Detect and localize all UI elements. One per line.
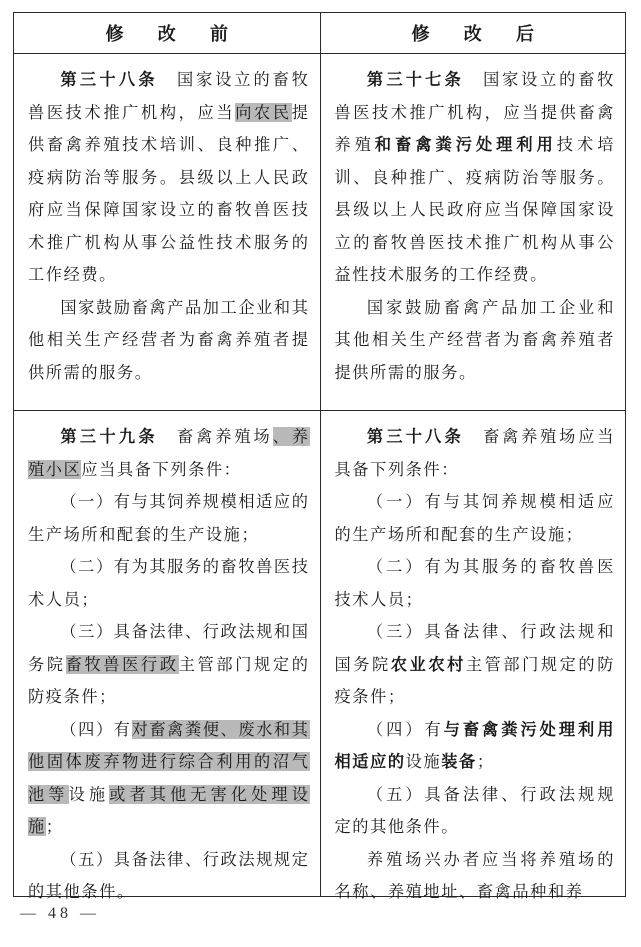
deleted-text-highlight: 、养殖小区 xyxy=(28,427,310,479)
after-item-5: （五）具备法律、行政法规规定的其他条件。 xyxy=(334,784,615,836)
added-text-bold: 农业农村 xyxy=(390,654,466,674)
article-number: 第三十九条 xyxy=(60,427,158,446)
after-art37-para2: 国家鼓励畜禽产品加工企业和其他相关生产经营者为畜禽养殖者提供所需的服务。 xyxy=(334,297,615,382)
comparison-table xyxy=(13,12,626,901)
article-number: 第三十八条 xyxy=(60,70,158,89)
table-header-row xyxy=(14,13,625,53)
article-number: 第三十七条 xyxy=(366,70,465,89)
before-item-3: （三）具备法律、行政法规和国务院畜牧兽医行政主管部门规定的防疫条件； xyxy=(28,622,310,706)
before-art38-para2: 国家鼓励畜禽产品加工企业和其他相关生产经营者为畜禽养殖者提供所需的服务。 xyxy=(28,297,310,382)
after-cell-2 xyxy=(320,411,626,901)
before-item-1: （一）有与其饲养规模相适应的生产场所和配套的生产设施； xyxy=(28,492,310,544)
before-item-4: （四）有对畜禽粪便、废水和其他固体废弃物进行综合利用的沼气池等设施或者其他无害化处理设施； xyxy=(28,719,310,836)
table-row-article-38 xyxy=(14,53,625,410)
after-item-1: （一）有与其饲养规模相适应的生产场所和配套的生产设施； xyxy=(334,492,615,544)
after-para-registration: 养殖场兴办者应当将养殖场的名称、养殖地址、畜禽品种和养 xyxy=(334,849,615,901)
after-item-2: （二）有为其服务的畜牧兽医技术人员； xyxy=(334,557,615,609)
after-cell-1 xyxy=(320,54,626,410)
deleted-text-highlight: 向农民 xyxy=(235,102,292,122)
before-item-5: （五）具备法律、行政法规规定的其他条件。 xyxy=(28,849,310,901)
before-cell-1 xyxy=(14,54,320,410)
article-number: 第三十八条 xyxy=(366,427,465,446)
page-number: — 48 — xyxy=(20,905,100,922)
before-cell-2 xyxy=(14,411,320,901)
deleted-text-highlight: 畜牧兽医行政 xyxy=(65,654,179,674)
header-after: 修 改 后 xyxy=(320,13,626,53)
after-art37-para1: 第三十七条 国家设立的畜牧兽医技术推广机构，应当提供畜禽养殖和畜禽粪污处理利用技术培训、良种推广、疫病防治等服务。县级以上人民政府应当保障国家设立的畜牧兽医技术推广机构从事公益性技术服务的工作经费。 xyxy=(334,70,616,284)
after-item-4: （四）有与畜禽粪污处理利用相适应的设施装备； xyxy=(334,719,615,771)
after-art38-para1: 第三十八条 畜禽养殖场应当具备下列条件： xyxy=(334,427,616,479)
after-item-3: （三）具备法律、行政法规和国务院农业农村主管部门规定的防疫条件； xyxy=(334,622,615,706)
added-text-bold: 装备 xyxy=(441,752,477,771)
added-text-bold: 和畜禽粪污处理利用 xyxy=(374,135,557,154)
added-text-bold: 与畜禽粪污处理利用相适应的 xyxy=(334,719,615,771)
before-art38-para1: 第三十八条 国家设立的畜牧兽医技术推广机构，应当向农民提供畜禽养殖技术培训、良种推广、疫病防治等服务。县级以上人民政府应当保障国家设立的畜牧兽医技术推广机构从事公益性技术服务的工作经费。 xyxy=(28,70,310,284)
deleted-text-highlight: 或者其他无害化处理设施 xyxy=(28,784,310,836)
deleted-text-highlight: 对畜禽粪便、废水和其他固体废弃物进行综合利用的沼气池等 xyxy=(28,719,310,804)
header-before: 修 改 前 xyxy=(105,24,243,45)
before-item-2: （二）有为其服务的畜牧兽医技术人员； xyxy=(28,557,310,609)
table-row-article-39 xyxy=(14,410,625,901)
before-art39-para1: 第三十九条 畜禽养殖场、养殖小区应当具备下列条件： xyxy=(28,427,310,479)
